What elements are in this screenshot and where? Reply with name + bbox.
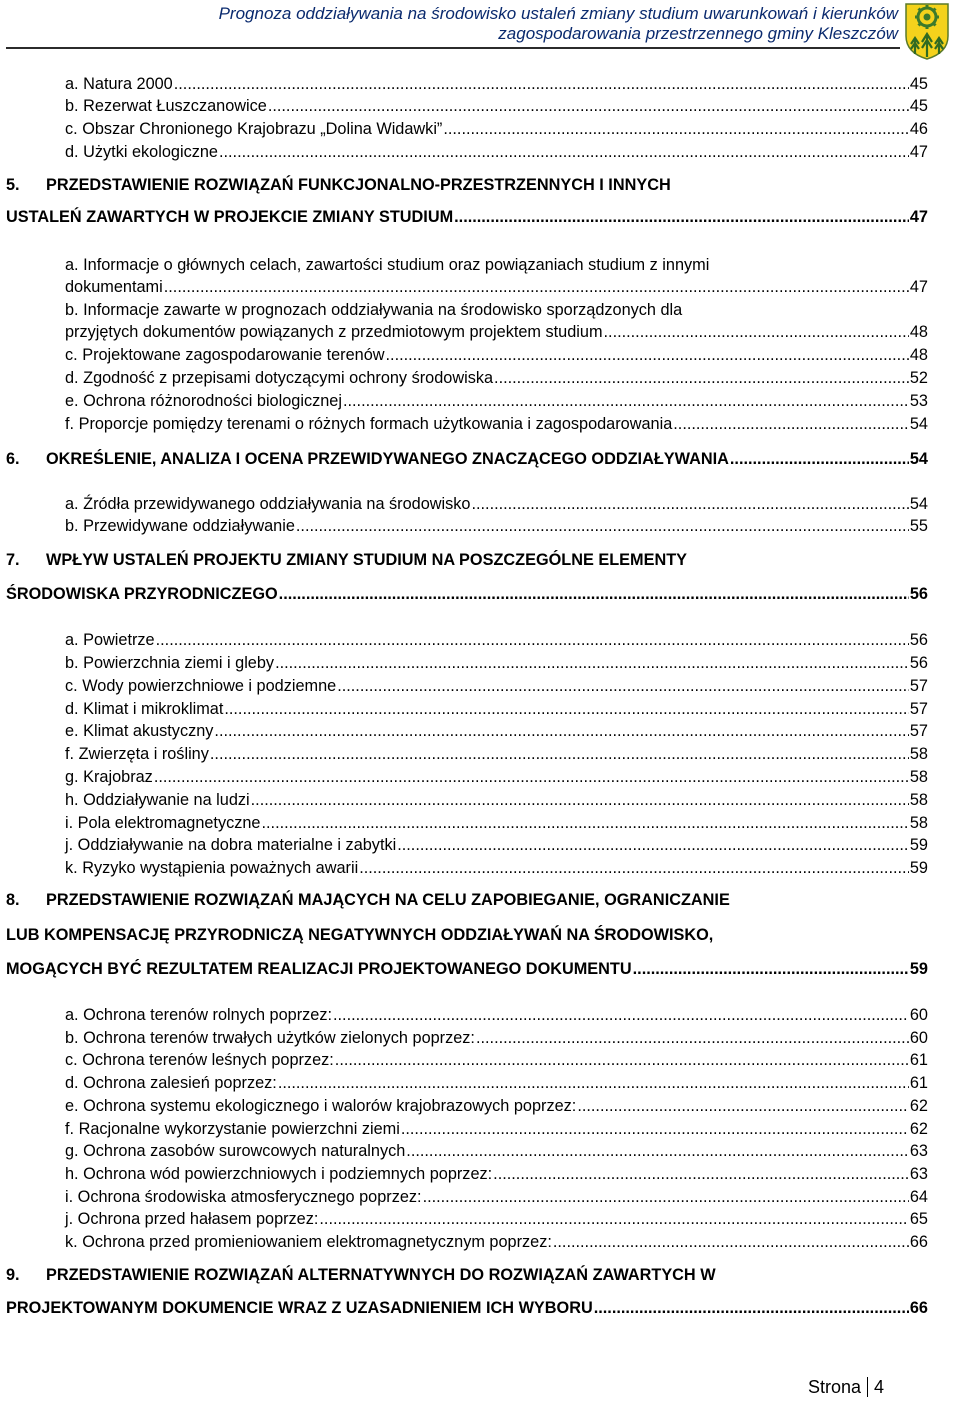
header-title-line1: Prognoza oddziaływania na środowisko ustaleń zmiany studium uwarunkowań i kierunków (218, 4, 898, 23)
toc-entry[interactable] (6, 744, 928, 764)
toc-entry-title: Natura 2000 (83, 75, 173, 93)
toc-entry-title: Zwierzęta i rośliny (78, 745, 209, 763)
header-title (78, 4, 898, 44)
page-number: 4 (874, 1377, 885, 1397)
toc-entry-text (65, 516, 295, 536)
toc-page-number: 56 (909, 654, 928, 672)
toc-page-number: 63 (909, 1165, 928, 1183)
toc-dot-leader (471, 494, 908, 514)
toc-entry-label: a. (65, 631, 79, 649)
toc-entry-label: b. (65, 301, 79, 319)
toc-dot-leader (333, 1005, 909, 1025)
toc-page-number: 45 (909, 97, 928, 115)
toc-entry-title: Powierzchnia ziemi i gleby (83, 654, 275, 672)
toc-entry-text (65, 142, 218, 162)
toc-entry-text (65, 1050, 334, 1070)
toc-page-number: 55 (909, 517, 928, 535)
toc-dot-leader (319, 1209, 908, 1229)
footer-label: Strona (808, 1377, 862, 1397)
toc-page-number: 61 (909, 1051, 928, 1069)
toc-page-number: 47 (909, 143, 928, 161)
toc-entry-text (65, 835, 396, 855)
toc-entry-title: Projektowane zagospodarowanie terenów (82, 346, 385, 364)
toc-entry[interactable] (6, 391, 928, 411)
toc-entry-text (65, 322, 603, 342)
toc-entry-title: Powietrze (83, 631, 155, 649)
toc-page-number: 52 (909, 369, 928, 387)
toc-dot-leader (386, 345, 909, 365)
toc-entry-text (65, 1005, 332, 1025)
toc-entry[interactable] (6, 345, 928, 365)
header-rule (6, 47, 900, 49)
toc-dot-leader (401, 1119, 909, 1139)
toc-page-number: 65 (909, 1210, 928, 1228)
toc-entry-text (65, 676, 336, 696)
toc-dot-leader (633, 959, 909, 979)
toc-entry[interactable] (6, 676, 928, 696)
toc-page-number: 66 (909, 1233, 928, 1251)
toc-section-number: 7. (6, 551, 20, 569)
toc-dot-leader (268, 96, 909, 116)
page-footer (808, 1376, 884, 1398)
toc-section-number: 6. (6, 450, 20, 468)
toc-dot-leader (423, 1187, 909, 1207)
toc-entry-label: j. (65, 1210, 74, 1228)
toc-dot-leader (251, 790, 909, 810)
toc-dot-leader (454, 207, 909, 227)
toc-entry-label: c. (65, 677, 78, 695)
toc-page-number: 58 (909, 791, 928, 809)
toc-entry-label: a. (65, 75, 79, 93)
toc-entry-text (65, 744, 209, 764)
toc-page-number: 61 (909, 1074, 928, 1092)
toc-entry-title: Ochrona terenów rolnych poprzez: (83, 1006, 332, 1024)
toc-entry-label: f. (65, 1120, 75, 1138)
toc-entry-title: Źródła przewidywanego oddziaływania na środowisko (83, 495, 471, 513)
toc-dot-leader (406, 1141, 909, 1161)
toc-section-title: PROJEKTOWANYM DOKUMENCIE WRAZ Z UZASADNIENIEM ICH WYBORU (6, 1299, 593, 1317)
toc-dot-leader (174, 74, 909, 94)
toc-entry[interactable] (6, 516, 928, 536)
toc-page-number: 58 (909, 768, 928, 786)
header-title-line2: zagospodarowania przestrzennego gminy Kleszczów (498, 24, 898, 43)
toc-dot-leader (594, 1298, 909, 1318)
toc-entry-text (65, 1096, 576, 1116)
toc-entry-title: Ochrona środowiska atmosferycznego poprzez: (77, 1188, 422, 1206)
toc-dot-leader (164, 277, 909, 297)
toc-entry-label: f. (65, 415, 75, 433)
toc-entry[interactable] (6, 1096, 928, 1116)
toc-entry-title: Ochrona przed hałasem poprzez: (77, 1210, 319, 1228)
toc-entry-title: Pola elektromagnetyczne (77, 814, 261, 832)
toc-page-number: 64 (909, 1188, 928, 1206)
toc-dot-leader (673, 414, 909, 434)
toc-page-number: 59 (909, 859, 928, 877)
toc-entry-title: Informacje zawarte w prognozach oddziaływania na środowisko sporządzonych dla (83, 301, 683, 319)
toc-entry-text (65, 96, 267, 116)
toc-entry[interactable] (6, 1005, 928, 1025)
toc-entry[interactable] (6, 494, 928, 514)
toc-entry[interactable] (6, 699, 928, 719)
toc-entry-label: d. (65, 143, 79, 161)
toc-dot-leader (343, 391, 909, 411)
toc-entry[interactable] (6, 119, 928, 139)
toc-entry-label: a. (65, 256, 79, 274)
toc-entry-text (65, 1187, 422, 1207)
toc-dot-leader (262, 813, 909, 833)
coat-of-arms-icon (903, 2, 951, 60)
toc-section-title: WPŁYW USTALEŃ PROJEKTU ZMIANY STUDIUM NA POSZCZEGÓLNE ELEMENTY (46, 551, 688, 569)
toc-dot-leader (493, 1164, 909, 1184)
toc-entry-label: h. (65, 791, 79, 809)
toc-entry-title: Obszar Chronionego Krajobrazu „Dolina Widawki” (82, 120, 443, 138)
toc-entry-text (65, 858, 358, 878)
toc-main-entry[interactable] (6, 207, 928, 227)
toc-entry-text (65, 74, 173, 94)
toc-entry-text (65, 255, 709, 275)
toc-entry[interactable] (6, 142, 928, 162)
toc-entry-title: Krajobraz (83, 768, 153, 786)
toc-entry-title: Ochrona terenów leśnych poprzez: (82, 1051, 334, 1069)
toc-entry-text (65, 414, 672, 434)
toc-main-entry[interactable] (6, 1298, 928, 1318)
toc-page-number: 58 (909, 814, 928, 832)
toc-entry-title: Ochrona zasobów surowcowych naturalnych (83, 1142, 406, 1160)
toc-section-title: LUB KOMPENSACJĘ PRZYRODNICZĄ NEGATYWNYCH ODDZIAŁYWAŃ NA ŚRODOWISKO, (6, 926, 714, 944)
toc-entry-text (65, 391, 342, 411)
toc-entry-text (65, 277, 163, 297)
toc-section-number: 8. (6, 891, 20, 909)
toc-entry-label: i. (65, 814, 74, 832)
toc-dot-leader (730, 449, 909, 469)
toc-entry-label: g. (65, 768, 79, 786)
toc-entry-text (65, 653, 274, 673)
toc-entry-title: Oddziaływanie na ludzi (83, 791, 250, 809)
toc-entry-title: przyjętych dokumentów powiązanych z przedmiotowym projektem studium (65, 323, 603, 341)
toc-dot-leader (359, 858, 909, 878)
toc-dot-leader (279, 584, 909, 604)
toc-page-number: 48 (909, 323, 928, 341)
toc-dot-leader (219, 142, 909, 162)
toc-entry-title: Klimat i mikroklimat (83, 700, 224, 718)
toc-entry-text (65, 494, 470, 514)
toc-entry-title: Rezerwat Łuszczanowice (83, 97, 267, 115)
toc-entry[interactable] (6, 1050, 928, 1070)
toc-entry[interactable] (6, 414, 928, 434)
toc-entry-text (65, 721, 213, 741)
toc-entry-text (65, 368, 493, 388)
toc-main-entry[interactable] (6, 449, 928, 469)
toc-entry[interactable] (6, 255, 928, 275)
toc-entry-label: g. (65, 1142, 79, 1160)
toc-dot-leader (443, 119, 909, 139)
toc-dot-leader (278, 1073, 909, 1093)
toc-entry-title: dokumentami (65, 278, 163, 296)
toc-entry-title: Ochrona różnorodności biologicznej (83, 392, 342, 410)
toc-page-number: 47 (909, 278, 928, 296)
toc-entry-label: i. (65, 1188, 74, 1206)
toc-page-number: 46 (909, 120, 928, 138)
toc-page-number: 60 (909, 1006, 928, 1024)
toc-entry[interactable] (6, 858, 928, 878)
toc-dot-leader (210, 744, 909, 764)
toc-dot-leader (494, 368, 909, 388)
page-header (0, 0, 960, 46)
toc-entry[interactable] (6, 790, 928, 810)
toc-entry[interactable] (6, 1209, 928, 1229)
toc-dot-leader (553, 1232, 909, 1252)
toc-entry-title: Ochrona wód powierzchniowych i podziemnych poprzez: (83, 1165, 493, 1183)
toc-dot-leader (335, 1050, 909, 1070)
toc-entry-title: Ochrona przed promieniowaniem elektromagnetycznym poprzez: (82, 1233, 552, 1251)
toc-entry-label: c. (65, 120, 78, 138)
toc-page-number: 45 (909, 75, 928, 93)
toc-dot-leader (397, 835, 909, 855)
toc-section-title: USTALEŃ ZAWARTYCH W PROJEKCIE ZMIANY STUDIUM (6, 208, 454, 226)
toc-page-number: 62 (909, 1097, 928, 1115)
toc-section-number: 9. (6, 1266, 20, 1284)
toc-entry-title: Ryzyko wystąpienia poważnych awarii (82, 859, 359, 877)
toc-entry-text (65, 300, 682, 320)
toc-page-number: 47 (909, 208, 928, 226)
toc-entry[interactable] (6, 1073, 928, 1093)
toc-page-number: 54 (909, 415, 928, 433)
toc-entry-label: f. (65, 745, 75, 763)
toc-entry-label: b. (65, 97, 79, 115)
toc-entry[interactable] (6, 767, 928, 787)
toc-entry-label: e. (65, 722, 79, 740)
toc-entry-title: Oddziaływanie na dobra materialne i zabytki (77, 836, 397, 854)
toc-entry-text (65, 813, 261, 833)
toc-entry-label: b. (65, 1029, 79, 1047)
toc-dot-leader (476, 1028, 909, 1048)
toc-dot-leader (577, 1096, 909, 1116)
toc-dot-leader (154, 767, 909, 787)
toc-page-number: 56 (909, 631, 928, 649)
toc-entry[interactable] (6, 630, 928, 650)
toc-entry[interactable] (6, 74, 928, 94)
toc-page-number: 57 (909, 722, 928, 740)
toc-entry[interactable] (6, 368, 928, 388)
toc-dot-leader (214, 721, 908, 741)
toc-entry[interactable] (6, 1232, 928, 1252)
toc-entry-text (65, 699, 223, 719)
toc-entry-label: e. (65, 392, 79, 410)
toc-entry[interactable] (6, 1187, 928, 1207)
toc-main-entry[interactable] (6, 550, 928, 570)
toc-entry[interactable] (6, 322, 928, 342)
toc-entry-label: a. (65, 495, 79, 513)
toc-dot-leader (156, 630, 909, 650)
toc-entry-text (65, 1141, 405, 1161)
toc-main-entry[interactable] (6, 890, 928, 910)
toc-entry-text (65, 1164, 492, 1184)
toc-entry-title: Informacje o głównych celach, zawartości studium oraz powiązaniach studium z innymi (83, 256, 710, 274)
toc-page-number: 63 (909, 1142, 928, 1160)
toc-entry-label: b. (65, 517, 79, 535)
toc-section-title: PRZEDSTAWIENIE ROZWIĄZAŃ FUNKCJONALNO-PRZESTRZENNYCH I INNYCH (46, 176, 671, 194)
toc-page-number: 62 (909, 1120, 928, 1138)
toc-entry-text (65, 1119, 400, 1139)
toc-entry-title: Zgodność z przepisami dotyczącymi ochrony środowiska (83, 369, 494, 387)
toc-main-entry[interactable] (6, 959, 928, 979)
toc-page-number: 58 (909, 745, 928, 763)
toc-section-number: 5. (6, 176, 20, 194)
toc-entry[interactable] (6, 653, 928, 673)
toc-page-number: 59 (909, 836, 928, 854)
toc-main-entry[interactable] (6, 175, 928, 195)
toc-page-number: 56 (909, 585, 928, 603)
toc-entry-label: b. (65, 654, 79, 672)
toc-page-number: 54 (909, 495, 928, 513)
toc-entry[interactable] (6, 1028, 928, 1048)
toc-page-number: 48 (909, 346, 928, 364)
toc-entry-title: Użytki ekologiczne (83, 143, 218, 161)
toc-page-number: 53 (909, 392, 928, 410)
toc-dot-leader (275, 653, 909, 673)
toc-page-number: 57 (909, 700, 928, 718)
toc-main-entry[interactable] (6, 925, 928, 945)
toc-entry-label: h. (65, 1165, 79, 1183)
toc-page-number: 59 (909, 960, 928, 978)
toc-page-number: 54 (909, 450, 928, 468)
toc-entry[interactable] (6, 1119, 928, 1139)
toc-entry-title: Klimat akustyczny (83, 722, 214, 740)
toc-entry-label: k. (65, 1233, 78, 1251)
footer-separator (867, 1377, 868, 1397)
toc-entry-text (65, 790, 250, 810)
toc-entry-title: Przewidywane oddziaływanie (83, 517, 295, 535)
toc-section-title: OKREŚLENIE, ANALIZA I OCENA PRZEWIDYWANEGO ZNACZĄCEGO ODDZIAŁYWANIA (46, 450, 729, 468)
toc-section-title: PRZEDSTAWIENIE ROZWIĄZAŃ ALTERNATYWNYCH DO ROZWIĄZAŃ ZAWARTYCH W (46, 1266, 716, 1284)
toc-entry-label: d. (65, 1074, 79, 1092)
toc-entry-title: Ochrona systemu ekologicznego i walorów krajobrazowych poprzez: (83, 1097, 577, 1115)
toc-dot-leader (604, 322, 909, 342)
toc-entry-text (65, 119, 442, 139)
toc-entry[interactable] (6, 1141, 928, 1161)
toc-dot-leader (337, 676, 909, 696)
toc-dot-leader (224, 699, 909, 719)
toc-entry-text (65, 767, 153, 787)
toc-entry[interactable] (6, 813, 928, 833)
toc-section-title: ŚRODOWISKA PRZYRODNICZEGO (6, 585, 278, 603)
toc-entry[interactable] (6, 721, 928, 741)
toc-entry[interactable] (6, 277, 928, 297)
toc-entry-title: Ochrona zalesień poprzez: (83, 1074, 277, 1092)
toc-entry-text (65, 1232, 552, 1252)
toc-entry-label: e. (65, 1097, 79, 1115)
toc-page-number: 66 (909, 1299, 928, 1317)
toc-section-title: PRZEDSTAWIENIE ROZWIĄZAŃ MAJĄCYCH NA CELU ZAPOBIEGANIE, OGRANICZANIE (46, 891, 730, 909)
toc-entry-label: d. (65, 700, 79, 718)
toc-entry-label: j. (65, 836, 74, 854)
toc-entry-label: a. (65, 1006, 79, 1024)
toc-entry[interactable] (6, 300, 928, 320)
toc-entry-title: Ochrona terenów trwałych użytków zielonych poprzez: (83, 1029, 475, 1047)
toc-entry-text (65, 1073, 277, 1093)
toc-entry-label: k. (65, 859, 78, 877)
toc-entry[interactable] (6, 1164, 928, 1184)
toc-entry-text (65, 345, 385, 365)
toc-page-number: 57 (909, 677, 928, 695)
toc-main-entry[interactable] (6, 584, 928, 604)
toc-entry-text (65, 1209, 318, 1229)
toc-entry-text (65, 630, 155, 650)
toc-entry-title: Wody powierzchniowe i podziemne (82, 677, 337, 695)
toc-page-number: 60 (909, 1029, 928, 1047)
toc-entry-label: c. (65, 1051, 78, 1069)
toc-entry-label: d. (65, 369, 79, 387)
toc-entry-title: Racjonalne wykorzystanie powierzchni ziemi (78, 1120, 400, 1138)
toc-entry[interactable] (6, 96, 928, 116)
toc-section-title: MOGĄCYCH BYĆ REZULTATEM REALIZACJI PROJEKTOWANEGO DOKUMENTU (6, 960, 632, 978)
toc-entry-label: c. (65, 346, 78, 364)
toc-main-entry[interactable] (6, 1265, 928, 1285)
toc-entry-title: Proporcje pomiędzy terenami o różnych formach użytkowania i zagospodarowania (78, 415, 673, 433)
toc-entry[interactable] (6, 835, 928, 855)
toc-entry-text (65, 1028, 475, 1048)
toc-dot-leader (296, 516, 909, 536)
